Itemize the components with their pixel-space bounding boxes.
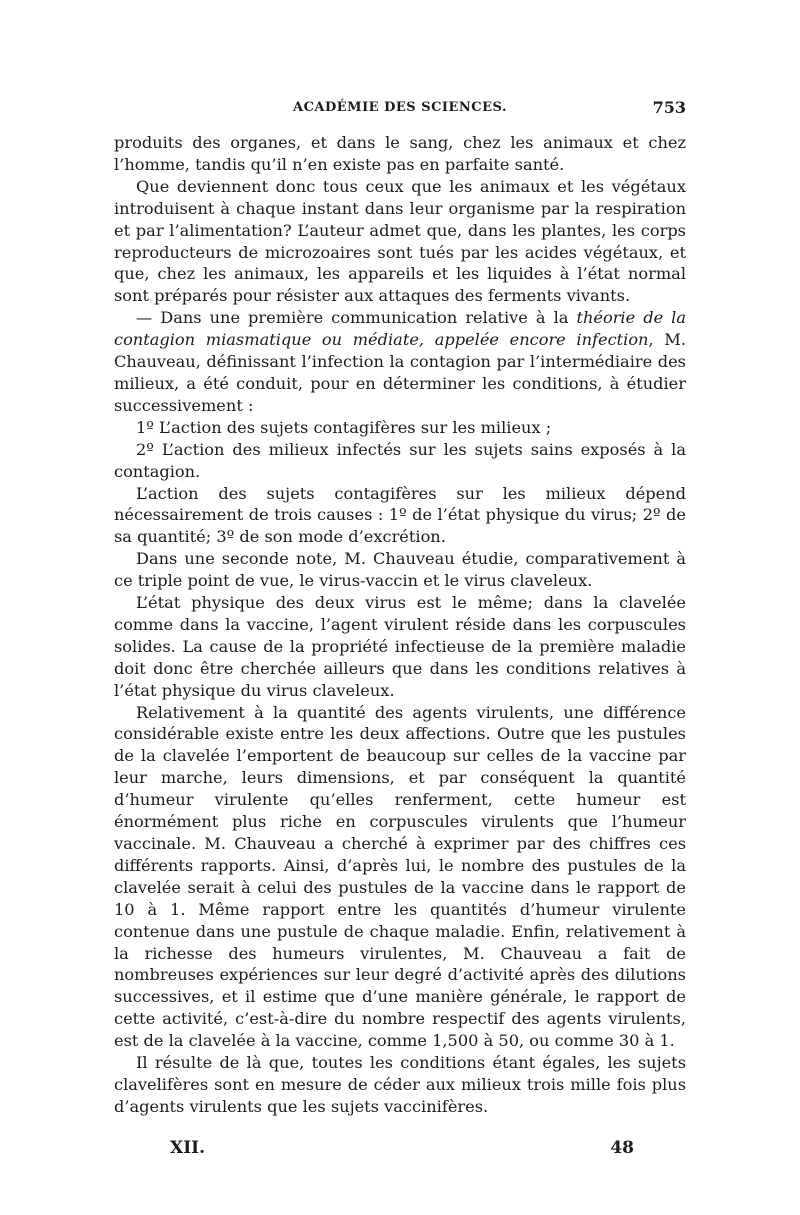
paragraph-8: Il résulte de là que, toutes les conditions étant égales, les sujets clavelifères sont en mesure de céder aux milieux trois mille fois plus d’agents virulents que les sujets vaccinifères. [114,1053,686,1116]
book-page [114,90,686,1162]
signature-mark: XII. [170,1137,206,1158]
paragraph-2: Que deviennent donc tous ceux que les animaux et les végétaux introduisent à chaque instant dans leur organisme par la respiration et par l’alimentation? L’auteur admet que, dans les plantes, les corps reproducteurs de microzoaires sont tués par les acides végétaux, et que, chez les animaux, les appareils et les liquides à l’état normal sont préparés pour résister aux attaques des ferments vivants. [114,176,686,306]
paragraph-7: Relativement à la quantité des agents virulents, une différence considérable existe entre les deux affections. Outre que les pustules de la clavelée l’emportent de beaucoup sur celles de la vaccine par leur marche, leurs dimensions, et par conséquent la quantité d’humeur virulente qu’elles renferment, cette humeur est énormément plus riche en corpuscules virulents que l’humeur vaccinale. M. Chauveau a cherché à exprimer par des chiffres ces différents rapports. Ainsi, d’après lui, le nombre des pustules de la clavelée serait à celui des pustules de la vaccine dans le rapport de 10 à 1. Même rapport entre les quantités d’humeur virulente contenue dans une pustule de chaque maladie. Enfin, relativement à la richesse des humeurs virulentes, M. Chauveau a fait de nombreuses expériences sur leur degré d’activité après des dilutions successives, et il estime que d’une manière générale, le rapport de cette activité, c’est-à-dire du nombre respectif des agents virulents, est de la clavelée à la vaccine, comme 1,500 à 50, ou comme 30 à 1. [114,702,686,1051]
paragraph-5: Dans une seconde note, M. Chauveau étudie, comparativement à ce triple point de vue, le virus-vaccin et le virus claveleux. [114,549,686,591]
paragraph-6: L’état physique des deux virus est le même; dans la clavelée comme dans la vaccine, l’agent virulent réside dans les corpuscules solides. La cause de la propriété infectieuse de la première maladie doit donc être cherchée ailleurs que dans les conditions relatives à l’état physique du virus claveleux. [114,593,686,700]
paragraph-1: produits des organes, et dans le sang, chez les animaux et chez l’homme, tandis qu’il n’en existe pas en parfaite santé. [114,133,686,174]
body-text [114,132,686,1118]
running-head [114,90,686,116]
list-item-1: 1º L’action des sujets contagifères sur les milieux ; [136,417,552,437]
paragraph-3-start: — Dans une première communication relative à la [136,308,577,328]
paragraph-3-end: , M. Chauveau, définissant l’infection la contagion par l’intermédiaire des milieux, a été conduit, pour en déterminer les conditions, à étudier successivement : [114,330,687,415]
list-item-2: 2º L’action des milieux infectés sur les sujets sains exposés à la contagion. [114,439,686,481]
paragraph-4: L’action des sujets contagifères sur les milieux dépend nécessairement de trois causes : 1º de l’état physique du virus; 2º de sa quantité; 3º de son mode d’excrétion. [114,483,686,547]
page-footer [114,1138,686,1162]
paragraph-3-italic: théorie de la contagion miasmatique ou médiate, appelée encore infection [114,308,687,350]
running-title: ACADÉMIE DES SCIENCES. [292,100,508,115]
sheet-number: 48 [610,1137,634,1158]
paragraph-3 [114,307,686,417]
page-number: 753 [652,98,686,117]
